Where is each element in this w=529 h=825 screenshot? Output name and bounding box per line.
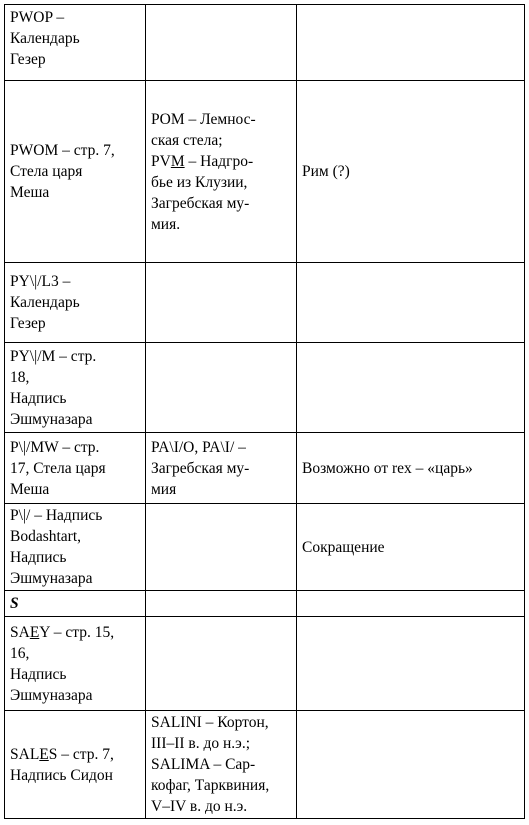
table-row: [5, 343, 525, 433]
table-cell: [297, 263, 525, 343]
table-cell: PY\|/M – стр. 18, Надпись Эшмуназара: [5, 343, 146, 433]
table-cell: [297, 343, 525, 433]
table-cell: PWOP – Календарь Гезер: [5, 5, 146, 81]
table-cell: [146, 343, 297, 433]
table-row: [5, 617, 525, 711]
table-cell: [146, 263, 297, 343]
table-cell: [297, 591, 525, 617]
table-row: [5, 433, 525, 504]
table-cell: [146, 504, 297, 591]
table-cell: P\|/ – Надпись Bodashtart, Надпись Эшмуназара: [5, 504, 146, 591]
table-cell: [297, 617, 525, 711]
section-letter: S: [10, 595, 19, 612]
glossary-table: [4, 4, 525, 819]
table-cell: POM – Лемнос- ская стела; PVM – Надгро- бье из Клузии, Загребская му- мия.: [146, 81, 297, 263]
table-cell: SAEY – стр. 15, 16, Надпись Эшмуназара: [5, 617, 146, 711]
table-row: [5, 5, 525, 81]
table-cell: PY\|/L3 – Календарь Гезер: [5, 263, 146, 343]
table-cell: Рим (?): [297, 81, 525, 263]
table-cell: [146, 591, 297, 617]
table-cell: SALINI – Кортон, III–II в. до н.э.; SALIMA – Сар- кофаг, Тарквиния, V–IV в. до н.э.: [146, 711, 297, 819]
table-row: [5, 591, 525, 617]
table-row: [5, 81, 525, 263]
table-cell: Сокращение: [297, 504, 525, 591]
table-cell: [297, 711, 525, 819]
table-cell: [297, 5, 525, 81]
table-row: [5, 711, 525, 819]
table-row: [5, 263, 525, 343]
table-cell: [146, 5, 297, 81]
table-cell: Возможно от rex – «царь»: [297, 433, 525, 504]
table-cell: [146, 617, 297, 711]
table-cell: PWOM – стр. 7, Стела царя Меша: [5, 81, 146, 263]
table-cell: PA\I/O, PA\I/ – Загребская му- мия: [146, 433, 297, 504]
table-row: [5, 504, 525, 591]
table-cell: [5, 591, 146, 617]
table-cell: P\|/MW – стр. 17, Стела царя Меша: [5, 433, 146, 504]
table-cell: SALES – стр. 7, Надпись Сидон: [5, 711, 146, 819]
